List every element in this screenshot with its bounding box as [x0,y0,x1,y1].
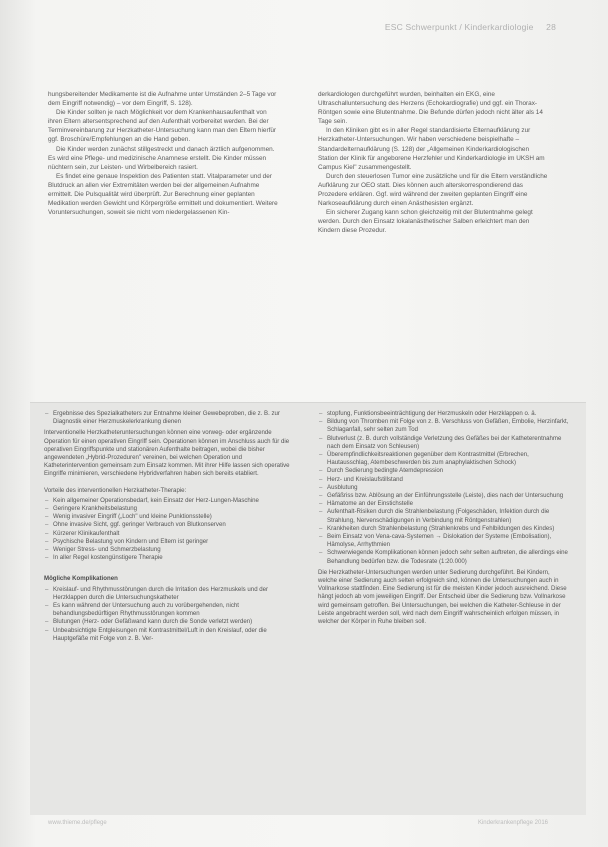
paragraph: Es findet eine genaue Inspektion des Patienten statt. Vitalparameter und der Blutdruck an allen vier Extremitäten werden bei der allgemeinen Aufnahme ermittelt. Die Pulsqualität wird überprüft. Zur Berechnung einer geplanten Medikation werden Gewicht und Körpergröße ermittelt und dokumentiert. Weitere Voruntersuchungen, soweit sie nicht vom niedergelassenen Kin- [48,172,278,217]
paragraph: Die Kinder werden zunächst stillgestreckt und danach ärztlich aufgenommen. Es wird eine Pflege- und medizinische Anamnese erstellt. Die Kinder müssen nüchtern sein, zur Leisten- und Wirbelbereich rasiert. [48,145,275,171]
paragraph: Durch den steuerlosen Tumor eine zusätzliche und für die Eltern verständliche Aufklärung zur OEO statt. Dies können auch alterskorrespondierend das Prozedere erklären. Ggf. wird während der zweiten geplanten Eingriff eine Narkoseaufklärung durch einen Anästhesisten ergänzt. [318,172,548,208]
list-item: – Geringere Krankheitsbelastung [44,505,296,513]
list-item: – Schwerwiegende Komplikationen können jedoch sehr selten auftreten, die allerdings eine Behandlung bedürfen bzw. die Todesrate (1:20.000) [318,549,570,565]
info-box-left-column [44,410,296,646]
paragraph: Die Herzkatheter-Untersuchungen werden unter Sedierung durchgeführt. Bei Kindern, welche einer Sedierung auch selten erfolgreich sind, können die Untersuchungen auch in Vollnarkose stattfinden. Eine Sedierung ist für die meisten Kinder jedoch ausreichend. Diese hängt jedoch ab vom jeweiligen Eingriff. Der Entscheid über die Sedierung bzw. Vollnarkose wird gemeinsam getroffen. Bei Untersuchungen, bei welchen die Katheter-Schleuse in der Leiste angebracht werden soll, wird nach dem Eingriff wahrscheinlich erfolgen müssen, in welcher der Körper in Ruhe bleiben soll. [318,568,567,626]
running-head [385,22,556,32]
list-item: – Kürzerer Klinikaufenthalt [44,530,296,538]
intro-list [44,410,296,426]
list-item: – Unbeabsichtigte Entgleisungen mit Kontrastmittel/Luft in den Kreislauf, oder die Hauptgefäße mit Folge von z. B. Ver- [44,627,296,643]
right-text-column [318,90,548,236]
list-item: – Blutverlust (z. B. durch vollständige Verletzung des Gefäßes bei der Katheterentnahme nach dem Einsatz von Schleusen) [318,435,570,451]
advantages-title: Vorteile des interventionellen Herzkatheter-Therapie: [44,486,187,494]
list-item: – stopfung, Funktionsbeeinträchtigung der Herzmuskeln oder Herzklappen o. ä. [318,410,570,418]
footer-left: www.thieme.de/pflege [48,820,107,826]
list-item: – Weniger Stress- und Schmerzbelastung [44,546,296,554]
footer-right: Kinderkrankenpflege 2016 [477,820,548,826]
complications-heading: Mögliche Komplikationen [44,575,118,583]
list-item: – Psychische Belastung von Kindern und Eltern ist geringer [44,538,296,546]
running-head-title: ESC Schwerpunkt / Kinderkardiologie [384,22,534,32]
paragraph: Die Kinder sollten je nach Möglichkeit vor dem Krankenhausaufenthalt von ihren Eltern altersentsprechend auf den Aufenthalt vorbereitet werden. Bei der Terminvereinbarung zur Herzkatheter-Untersuchung kann man den Eltern hierfür ggf. Broschüre/Empfehlungen an die Hand geben. [48,109,277,144]
list-item: – Hämatome an der Einstichstelle [318,500,570,508]
list-item: – Beim Einsatz von Vena-cava-Systemen → Dislokation der Systeme (Embolisation), Hämolyse, Arrhythmien [318,533,570,549]
list-item: – Aufenthalt-Risiken durch die Strahlenbelastung (Folgeschäden, Infektion durch die Strahlung, Nervenschädigungen in Verbindung mit Röntgenstrahlen) [318,508,570,524]
list-item: – Überempfindlichkeitsreaktionen gegenüber dem Kontrastmittel (Erbrechen, Hautausschlag, Atembeschwerden bis zum anaphylaktischen Schock) [318,451,570,467]
list-item: – Kreislauf- und Rhythmusstörungen durch die Irritation des Herzmuskels und der Herzklappen durch die Untersuchungskatheter [44,586,296,602]
complications-list-continued [318,410,570,566]
list-item: – Durch Sedierung bedingte Atemdepression [318,467,570,475]
list-item: – Kein allgemeiner Operationsbedarf, kein Einsatz der Herz-Lungen-Maschine [44,497,296,505]
paragraph: hungsbereitender Medikamente ist die Aufnahme unter Umständen 2–5 Tage vor dem Eingriff notwendig) – vor dem Eingriff, S. 128). [48,91,277,108]
list-item: – Ohne invasive Sicht, ggf. geringer Verbrauch von Blutkonserven [44,521,296,529]
complications-list [44,586,296,643]
list-item: – Krankheiten durch Strahlenbelastung (Strahlenkrebs und Fehlbildungen des Kindes) [318,525,570,533]
left-text-column [48,90,278,217]
list-item: – Ausblutung [318,484,570,492]
paragraph: Ein sicherer Zugang kann schon gleichzeitig mit der Blutentnahme gelegt werden. Durch den Einsatz lokalanästhetischer Salben erleichtert man den Kindern diese Prozedur. [318,209,533,235]
list-item: – Blutungen (Herz- oder Gefäßwand kann durch die Sonde verletzt werden) [44,618,296,626]
list-item: – Wenig invasiver Eingriff („Loch" und kleine Punktionsstelle) [44,513,296,521]
info-box-right-column [318,410,570,628]
page-number: 28 [546,22,556,32]
list-item: – Es kann während der Untersuchung auch zu vorübergehenden, nicht behandlungsbedürftigen Rhythmusstörungen kommen [44,602,296,618]
list-item: – In aller Regel kostengünstigere Therapie [44,554,296,562]
paragraph: Interventionelle Herzkatheteruntersuchungen können eine vorweg- oder ergänzende Operation für einen operativen Eingriff sein. Operationen können im Anschluss auch für die operativen Eingriffspunkte und stationären Aufenthalte beitragen, wobei die bisher angewendeten „Hybrid-Prozeduren" vereinen, bei welchen Operation und Katheterintervention gemeinsam zum Einsatz kommen. Mit ihrer Hilfe lassen sich operative Eingriffe minimieren, verschiedene Hybridverfahren haben sich bereits etabliert. [44,429,290,478]
paragraph: In den Kliniken gibt es in aller Regel standardisierte Elternaufklärung zur Herzkatheter-Untersuchungen. Wir haben verschiedene beispielhafte – Standardelternaufklärung (S. 128) der „Allgemeinen Kinderkardiologischen Station der Klinik für angeborene Herzfehler und Kinderkardiologie im UKSH am Campus Kiel" zusammengestellt. [318,127,545,171]
advantages-list [44,497,296,563]
paragraph: derkardiologen durchgeführt wurden, beinhalten ein EKG, eine Ultraschalluntersuchung des Herzens (Echokardiografie) und ggf. ein Thorax-Röntgen sowie eine Blutentnahme. Die Befunde dürfen jedoch nicht älter als 14 Tage sein. [318,91,543,126]
list-item: – Bildung von Thromben mit Folge von z. B. Verschluss von Gefäßen, Embolie, Herzinfarkt, Schlaganfall, sehr selten zum Tod [318,418,570,434]
list-item: – Gefäßriss bzw. Ablösung an der Einführungsstelle (Leiste), dies nach der Untersuchung [318,492,570,500]
list-item: – Ergebnisse des Spezialkatheters zur Entnahme kleiner Gewebeproben, die z. B. zur Diagnostik einer Herzmuskelerkrankung dienen [44,410,296,426]
list-item: – Herz- und Kreislaufstillstand [318,476,570,484]
